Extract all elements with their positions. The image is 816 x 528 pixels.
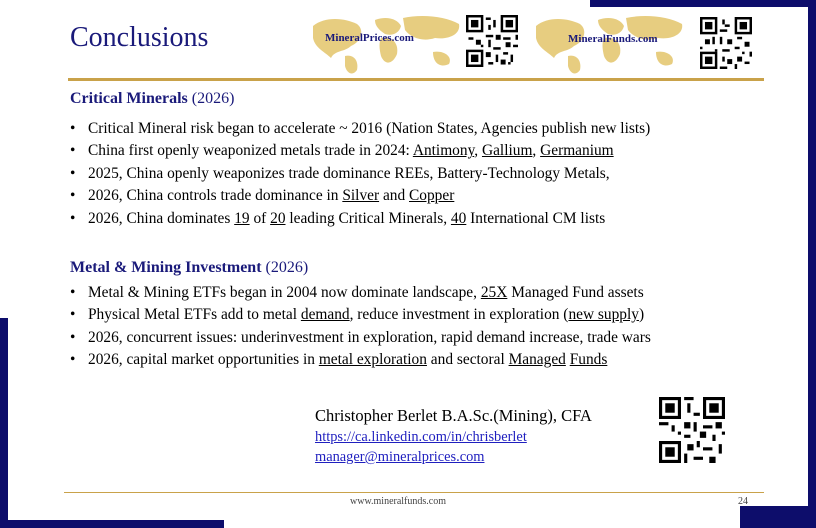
underlined-term: 19 bbox=[234, 209, 250, 227]
bullet-item bbox=[70, 208, 650, 230]
bullet-item bbox=[70, 140, 650, 162]
underlined-term: new supply bbox=[568, 306, 639, 324]
mining-investment-list bbox=[70, 282, 651, 372]
mining-investment-heading bbox=[70, 259, 308, 277]
bullet-text: 2026, China dominates bbox=[88, 209, 235, 227]
section-heading-text: Critical Minerals bbox=[70, 90, 188, 107]
frame-right-bar bbox=[808, 0, 816, 528]
frame-corner-block bbox=[740, 506, 816, 528]
underlined-term: Silver bbox=[342, 187, 380, 205]
frame-top-bar bbox=[590, 0, 816, 7]
linkedin-link[interactable]: https://ca.linkedin.com/in/chrisberlet bbox=[315, 429, 527, 445]
underlined-term: Copper bbox=[409, 187, 455, 205]
bullet-text: International CM lists bbox=[466, 209, 606, 227]
underlined-term: 25X bbox=[480, 284, 508, 301]
underlined-term: 20 bbox=[270, 209, 286, 227]
banner-label: MineralFunds.com bbox=[568, 33, 658, 45]
bullet-text: leading Critical Minerals, bbox=[285, 209, 451, 227]
bullet-text: , reduce investment in exploration ( bbox=[349, 306, 569, 324]
bullet-text: China first openly weaponized metals trade in 2024: bbox=[88, 142, 413, 160]
bullet-item bbox=[70, 282, 651, 304]
section-heading-text: Metal & Mining Investment bbox=[70, 259, 262, 276]
bullet-text: 2026, concurrent issues: underinvestment in exploration, rapid demand increase, trade wars bbox=[88, 328, 651, 346]
qr-code-icon bbox=[700, 17, 752, 69]
bullet-item bbox=[70, 118, 650, 140]
author-name: Christopher Berlet B.A.Sc.(Mining), CFA bbox=[315, 406, 592, 425]
bullet-item bbox=[70, 327, 651, 349]
title-divider bbox=[68, 78, 764, 81]
underlined-term: Germanium bbox=[540, 142, 614, 160]
bullet-item bbox=[70, 349, 651, 371]
bullet-text: 2026, capital market opportunities in bbox=[88, 351, 319, 369]
underlined-term: Gallium bbox=[481, 142, 533, 160]
bullet-text: , bbox=[474, 142, 482, 160]
author-block bbox=[315, 405, 592, 467]
critical-minerals-heading bbox=[70, 90, 234, 108]
banner-label: MineralPrices.com bbox=[325, 32, 414, 44]
bullet-text: ) bbox=[638, 306, 645, 324]
underlined-term: 40 bbox=[450, 209, 467, 227]
section-year: (2026) bbox=[265, 259, 309, 276]
bullet-text: 2026, China controls trade dominance in bbox=[88, 187, 343, 205]
underlined-term: Managed bbox=[508, 351, 566, 369]
critical-minerals-list bbox=[70, 118, 650, 230]
email-link[interactable]: manager@mineralprices.com bbox=[315, 449, 485, 465]
underlined-term: demand bbox=[300, 306, 350, 324]
frame-bottom-bar bbox=[0, 520, 224, 528]
bullet-text: and sectoral bbox=[426, 351, 509, 369]
qr-code-icon bbox=[466, 15, 518, 67]
mineralfunds-banner[interactable] bbox=[528, 8, 688, 78]
bullet-text: Metal & Mining ETFs began in 2004 now dominate landscape, bbox=[88, 284, 481, 301]
bullet-item bbox=[70, 304, 651, 326]
underlined-term: metal exploration bbox=[318, 351, 427, 369]
bullet-item bbox=[70, 163, 650, 185]
bullet-text: and bbox=[379, 187, 410, 205]
bullet-text: 2025, China openly weaponizes trade dominance REEs, Battery-Technology Metals, bbox=[88, 164, 610, 182]
qr-code-icon bbox=[659, 397, 725, 463]
bullet-text: Managed Fund assets bbox=[507, 284, 644, 301]
slide-title: Conclusions bbox=[70, 22, 209, 53]
bullet-text: of bbox=[249, 209, 271, 227]
page-number: 24 bbox=[738, 496, 748, 507]
mineralprices-banner[interactable] bbox=[305, 8, 465, 78]
bullet-text: Critical Mineral risk began to accelerate ~ 2016 (Nation States, Agencies publish new lists) bbox=[88, 120, 651, 137]
underlined-term: Antimony bbox=[412, 142, 475, 160]
footer-divider bbox=[64, 492, 764, 493]
underlined-term: Funds bbox=[569, 351, 608, 369]
bullet-item bbox=[70, 185, 650, 207]
section-year: (2026) bbox=[191, 90, 235, 107]
bullet-text: Physical Metal ETFs add to metal bbox=[88, 306, 301, 324]
bullet-text: , bbox=[532, 142, 541, 160]
footer-url: www.mineralfunds.com bbox=[350, 496, 446, 507]
frame-left-bar bbox=[0, 318, 8, 528]
